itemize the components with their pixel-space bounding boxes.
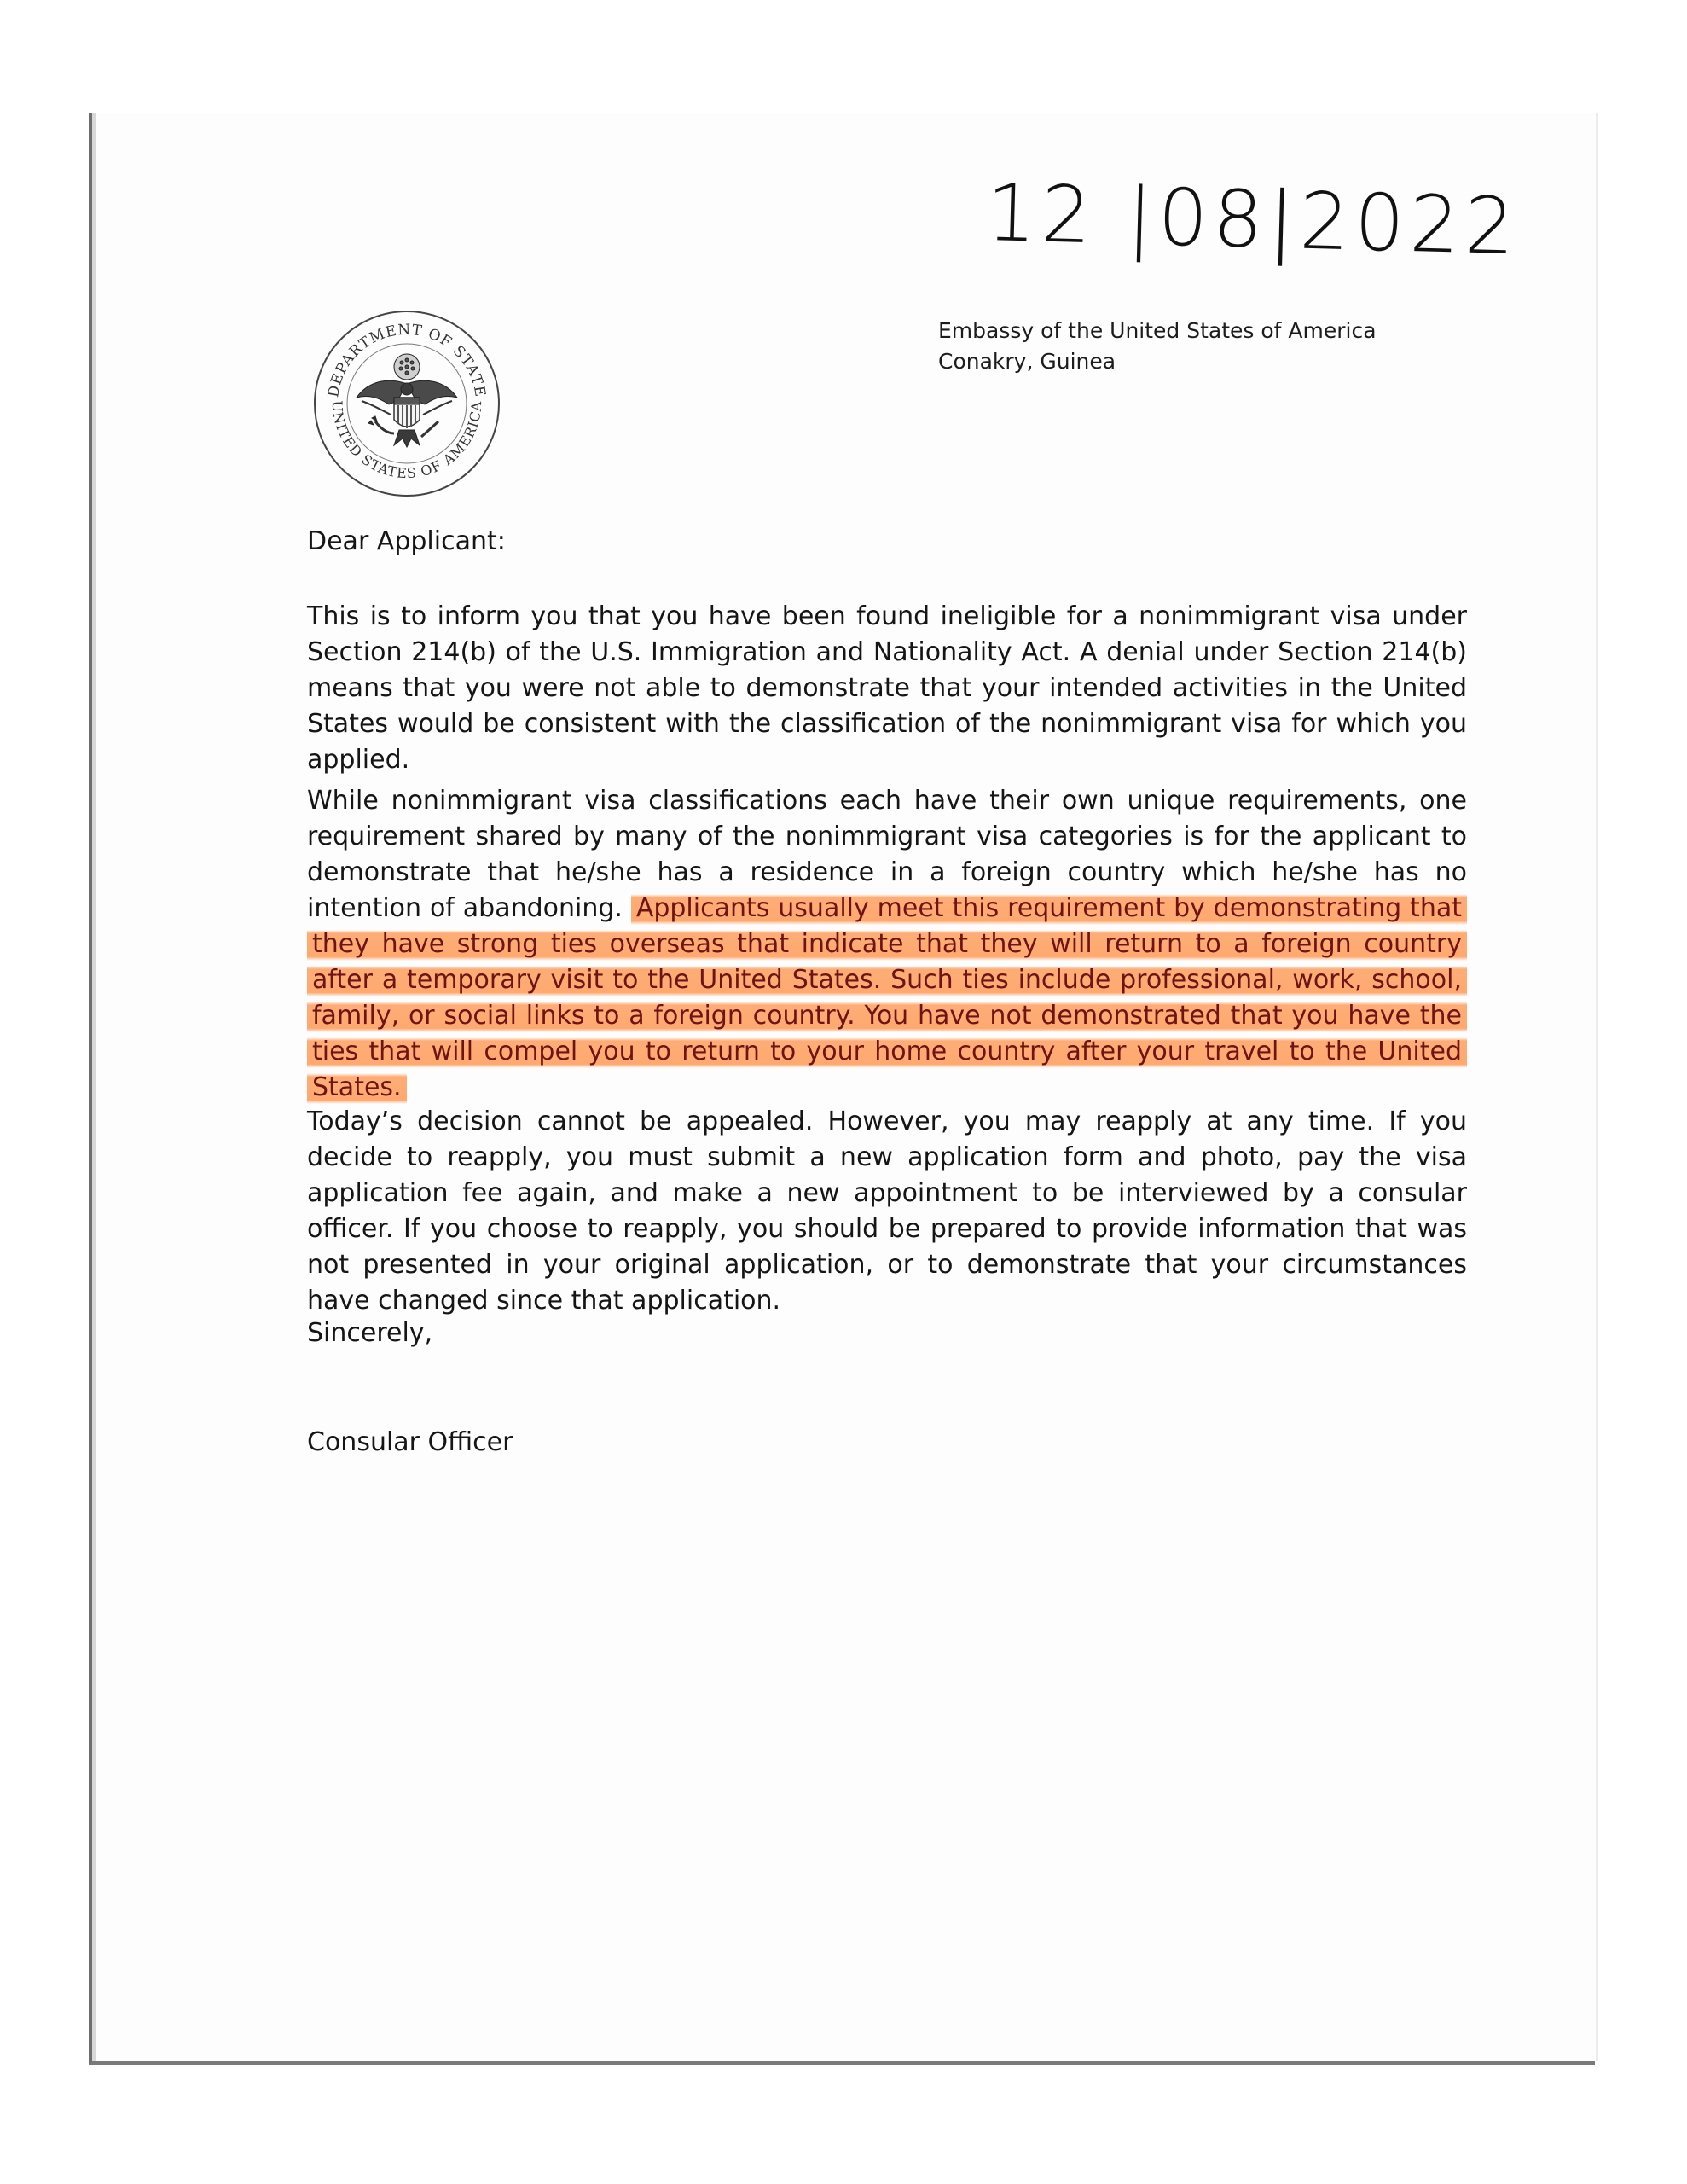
paragraph-requirements-plain: While nonimmigrant visa classifications each have their own unique requirements, one requirement shared by many of the nonimmigrant visa categories is for the applicant to demonstrate that he/she has a residence in a foreign country which he/she has no intention of abandoning. (307, 786, 1467, 923)
signature-title: Consular Officer (307, 1427, 513, 1457)
paragraph-ineligibility: This is to inform you that you have been found ineligible for a nonimmigrant visa under Section 214(b) of the U.S. Immigration and Nationality Act. A denial under Section 214(b) means that you were not able to demonstrate that your intended activities in the United States would be consistent with the classification of the nonimmigrant visa for which you applied. (307, 601, 1467, 775)
date-text: 12 |08|2022 (985, 166, 1522, 273)
seal-ring-top-text: DEPARTMENT OF STATE (325, 321, 489, 399)
highlighted-passage: Applicants usually meet this requirement by demonstrating that they have strong ties overseas that indicate that they will return to a foreign country after a temporary visit to the United States. Such ties include professional, work, school, family, or social links to a foreign country. You have not demonstrated that you have the ties that will compel you to return to your home country after your travel to the United States. (307, 892, 1467, 1104)
sender-line-1: Embassy of the United States of America (938, 318, 1377, 343)
salutation: Dear Applicant: (307, 526, 506, 556)
seal-ring-bottom-text: UNITED STATES OF AMERICA (328, 400, 485, 482)
sender-address (938, 316, 1377, 377)
department-of-state-seal-icon (312, 309, 501, 498)
paragraph-reapply: Today’s decision cannot be appealed. However, you may reapply at any time. If you decide to reapply, you must submit a new application form and photo, pay the visa application fee again, and make a new appointment to be interviewed by a consular officer. If you choose to reapply, you should be prepared to provide information that was not presented in your original application, or to demonstrate that your circumstances have changed since that application. (307, 1107, 1467, 1316)
paragraph-requirements (307, 783, 1467, 1106)
closing: Sincerely, (307, 1318, 433, 1348)
sender-line-2: Conakry, Guinea (938, 349, 1116, 374)
handwritten-date (985, 162, 1522, 290)
